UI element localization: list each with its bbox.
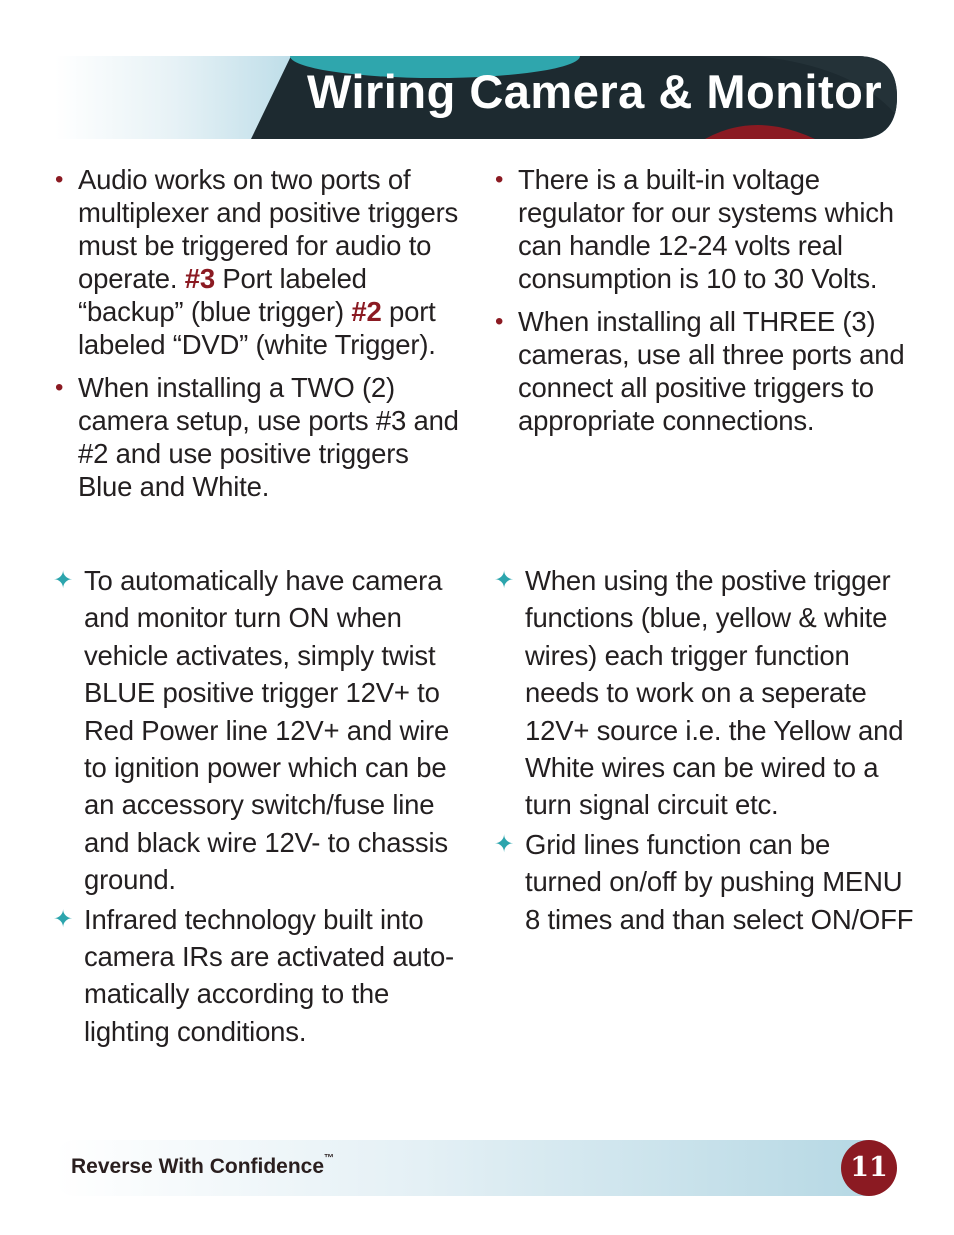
page-title: Wiring Camera & Monitor bbox=[307, 65, 883, 118]
item-text: Infrared technology built into camera IRs are activated auto-matically according to the lighting conditions. bbox=[84, 903, 455, 1047]
item-text: When using the postive trigger functions (blue, yellow & white wires) each trigger function needs to work on a seperate 12V+ source i.e. the Yellow and White wires can be wired to a turn signal circuit etc. bbox=[525, 565, 904, 821]
bullet-dot-icon: • bbox=[495, 308, 504, 335]
star-bullet-icon: ✦ bbox=[53, 567, 73, 594]
list-item bbox=[53, 562, 468, 899]
star-bullet-icon: ✦ bbox=[53, 905, 73, 933]
item-text: There is a built-in voltage regulator for our systems which can handle 12-24 volts real consumption is 10 to 30 Volts. bbox=[518, 164, 894, 294]
list-item bbox=[494, 826, 914, 938]
section2-left-list bbox=[53, 562, 468, 1052]
header-banner bbox=[55, 56, 897, 139]
item-text: port labeled “DVD” (white Trigger). bbox=[78, 296, 436, 360]
list-item bbox=[494, 562, 914, 824]
section1-left-list bbox=[55, 163, 465, 513]
trademark-symbol: ™ bbox=[324, 1153, 335, 1164]
item-text: When installing a TWO (2) camera setup, use ports #3 and #2 and use positive triggers Blue and White. bbox=[78, 372, 459, 502]
list-item bbox=[495, 305, 915, 437]
star-bullet-icon: ✦ bbox=[494, 567, 514, 594]
bullet-dot-icon: • bbox=[55, 166, 64, 193]
section2-right-list bbox=[494, 562, 914, 940]
page-number: 11 bbox=[841, 1140, 897, 1196]
item-text: Port labeled “backup” (blue trigger) bbox=[78, 263, 367, 327]
port-reference: #3 bbox=[184, 263, 215, 294]
item-text: Audio works on two ports of multiplexer and positive triggers must be triggered for audio to operate. bbox=[78, 164, 459, 294]
bullet-dot-icon: • bbox=[495, 166, 504, 193]
port-reference: #2 bbox=[351, 296, 382, 327]
item-text: To automatically have camera and monitor turn ON when vehicle activates, simply twist BLUE positive trigger 12V+ to Red Power line 12V+ and wire to ignition power which can be an accessory switch/fuse line and black wire 12V- to chassis ground. bbox=[84, 565, 450, 896]
bullet-dot-icon: • bbox=[55, 374, 64, 401]
footer-brand bbox=[71, 1155, 334, 1179]
list-item bbox=[495, 163, 915, 295]
brand-name: Reverse With Confidence bbox=[71, 1155, 325, 1178]
item-text: When installing all THREE (3) cameras, use all three ports and connect all positive triggers to appropriate connections. bbox=[518, 306, 905, 436]
list-item bbox=[55, 371, 465, 503]
section1-right-list bbox=[495, 163, 915, 447]
footer-bar bbox=[55, 1140, 897, 1196]
list-item bbox=[53, 901, 468, 1051]
star-bullet-icon: ✦ bbox=[494, 830, 514, 858]
list-item bbox=[55, 163, 465, 361]
item-text: Grid lines function can be turned on/off by pushing MENU 8 times and than select ON/OFF bbox=[525, 828, 914, 935]
